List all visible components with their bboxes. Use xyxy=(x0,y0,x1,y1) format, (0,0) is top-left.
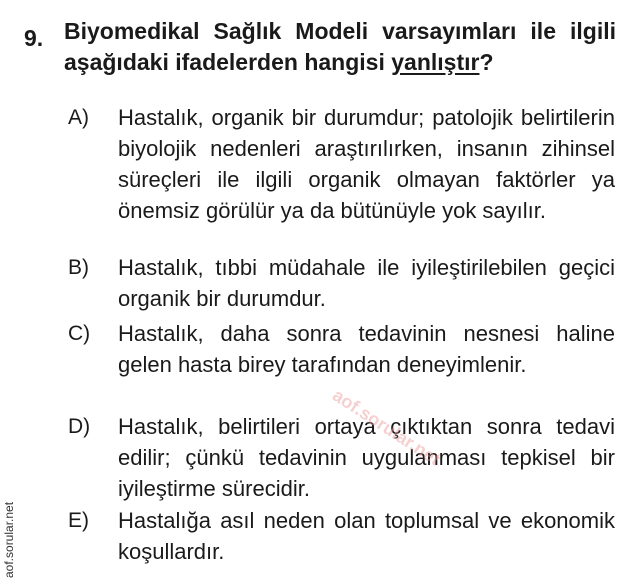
option-letter: C) xyxy=(68,322,91,345)
diagonal-watermark: aof.sorular.net xyxy=(329,385,445,470)
option-text: Hastalık, daha sonra tedavinin nesnesi haline gelen hasta birey tarafından deneyimlenir. xyxy=(118,321,615,377)
option-letter: B) xyxy=(68,256,89,279)
option-text: Hastalık, tıbbi müdahale ile iyileştirilebilen geçici organik bir durumdur. xyxy=(118,255,615,311)
question-number: 9. xyxy=(24,25,44,51)
option-letter: D) xyxy=(68,415,91,438)
option-text: Hastalık, organik bir durumdur; patolojik belirtilerin biyolojik nedenleri araştırılırken, insanın zihinsel süreçleri ile ilgili organik olmayan faktörler ya önemsiz görülür ya da bütünüyle yok sayılır. xyxy=(118,105,615,223)
option-letter: A) xyxy=(68,106,89,129)
question-stem xyxy=(64,16,616,78)
question-stem-end: ? xyxy=(479,49,494,75)
question-stem-emphasis: yanlıştır xyxy=(391,49,480,75)
option-letter: E) xyxy=(68,509,89,532)
option-text: Hastalık, belirtileri ortaya çıktıktan sonra tedavi edilir; çünkü tedavinin uygulanması tepkisel bir iyileştirme sürecidir. xyxy=(118,414,615,501)
question-stem-text: Biyomedikal Sağlık Modeli varsayımları ile ilgili aşağıdaki ifadelerden hangisi xyxy=(64,18,616,75)
option-text: Hastalığa asıl neden olan toplumsal ve ekonomik koşullardır. xyxy=(118,508,615,564)
side-watermark: aof.sorular.net xyxy=(2,501,16,578)
